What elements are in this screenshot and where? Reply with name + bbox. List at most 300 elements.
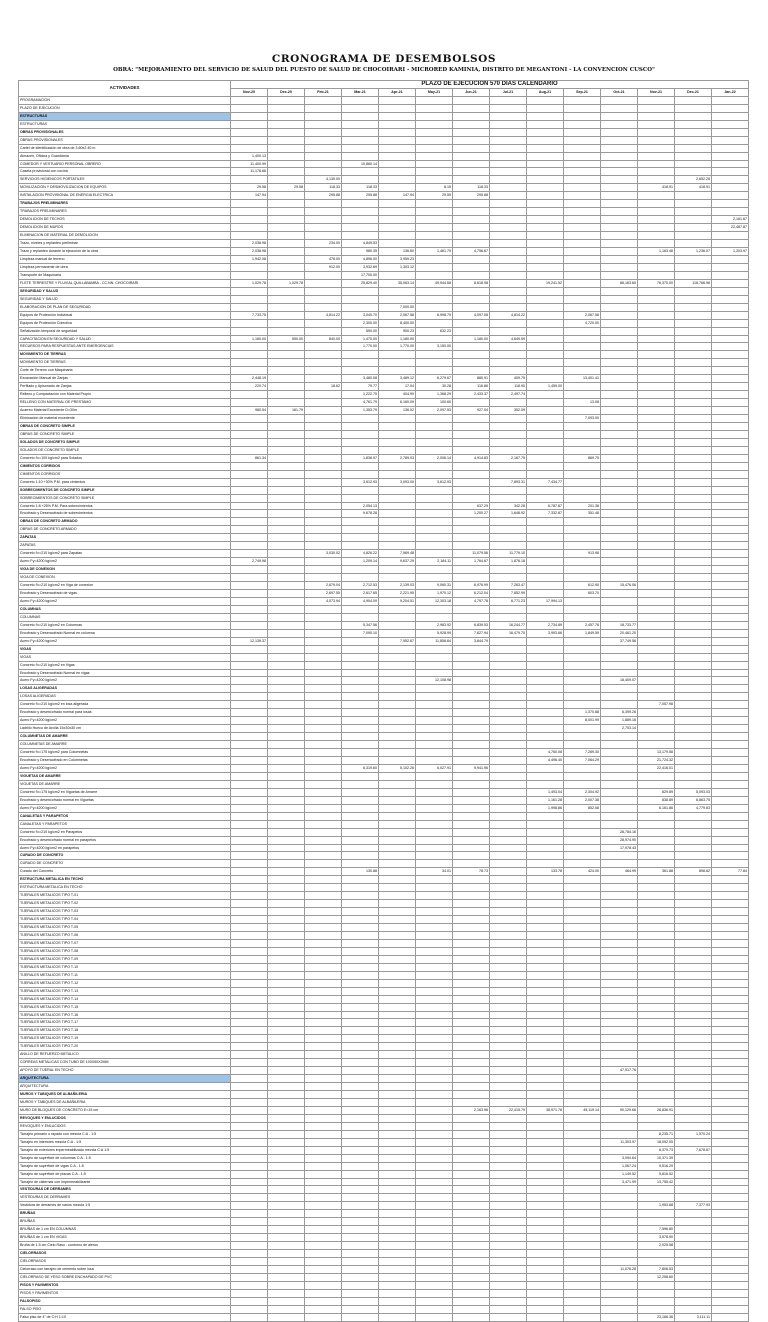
table-row — [19, 335, 749, 343]
table-row — [19, 653, 749, 661]
amount-cell — [416, 319, 453, 327]
amount-cell — [601, 574, 638, 582]
amount-cell — [268, 1178, 305, 1186]
amount-cell — [712, 1218, 749, 1226]
amount-cell: 16,479.70 — [490, 629, 527, 637]
amount-cell — [712, 1242, 749, 1250]
amount-cell — [675, 764, 712, 772]
amount-cell — [305, 852, 342, 860]
amount-cell — [527, 605, 564, 613]
amount-cell — [268, 510, 305, 518]
amount-cell — [564, 1083, 601, 1091]
amount-cell — [416, 542, 453, 550]
amount-cell — [601, 319, 638, 327]
amount-cell — [305, 1146, 342, 1154]
table-row — [19, 343, 749, 351]
amount-cell — [601, 192, 638, 200]
amount-cell — [712, 1035, 749, 1043]
activity-description: MUROS Y TABIQUES DE ALBAÑILERIA — [19, 1091, 231, 1099]
amount-cell — [527, 979, 564, 987]
amount-cell — [675, 590, 712, 598]
amount-cell — [527, 987, 564, 995]
amount-cell — [527, 931, 564, 939]
activity-description: SEGURIDAD Y SALUD — [19, 287, 231, 295]
amount-cell — [675, 574, 712, 582]
amount-cell — [564, 1011, 601, 1019]
amount-cell — [379, 415, 416, 423]
amount-cell — [268, 112, 305, 120]
amount-cell — [490, 176, 527, 184]
table-row — [19, 152, 749, 160]
amount-cell — [712, 701, 749, 709]
amount-cell — [379, 645, 416, 653]
amount-cell — [712, 335, 749, 343]
amount-cell: 6,771.23 — [490, 597, 527, 605]
table-row — [19, 566, 749, 574]
amount-cell — [638, 979, 675, 987]
amount-cell — [379, 96, 416, 104]
amount-cell — [268, 566, 305, 574]
amount-cell — [675, 1027, 712, 1035]
amount-cell — [638, 812, 675, 820]
amount-cell — [305, 892, 342, 900]
amount-cell — [601, 462, 638, 470]
activity-description: DEMOLICION DE MUROS — [19, 224, 231, 232]
amount-cell: 234.00 — [305, 240, 342, 248]
amount-cell — [416, 112, 453, 120]
activity-description: MUROS Y TABIQUES DE ALBAÑILERIA — [19, 1099, 231, 1107]
amount-cell — [527, 1313, 564, 1321]
amount-cell — [638, 1091, 675, 1099]
amount-cell — [453, 526, 490, 534]
table-row — [19, 764, 749, 772]
amount-cell — [564, 574, 601, 582]
amount-cell: 22,487.87 — [712, 224, 749, 232]
amount-cell — [342, 486, 379, 494]
amount-cell — [601, 900, 638, 908]
amount-cell — [379, 1186, 416, 1194]
activity-description: Acarreo Material Excedente D=30m — [19, 407, 231, 415]
amount-cell — [527, 1083, 564, 1091]
amount-cell — [379, 216, 416, 224]
amount-cell — [675, 303, 712, 311]
amount-cell — [675, 152, 712, 160]
amount-cell — [601, 1130, 638, 1138]
amount-cell — [527, 176, 564, 184]
amount-cell — [453, 399, 490, 407]
amount-cell — [453, 1154, 490, 1162]
amount-cell — [342, 1106, 379, 1114]
amount-cell — [675, 112, 712, 120]
amount-cell — [453, 1138, 490, 1146]
amount-cell — [416, 534, 453, 542]
amount-cell — [453, 1266, 490, 1274]
amount-cell — [601, 112, 638, 120]
amount-cell — [305, 534, 342, 542]
amount-cell — [601, 518, 638, 526]
amount-cell — [231, 303, 268, 311]
activity-description: MOVILIZACION Y DESMOVILIZACION DE EQUIPOS — [19, 184, 231, 192]
amount-cell — [305, 828, 342, 836]
amount-cell — [638, 112, 675, 120]
amount-cell — [675, 1091, 712, 1099]
amount-cell — [268, 430, 305, 438]
amount-cell — [453, 1313, 490, 1321]
amount-cell — [601, 733, 638, 741]
table-row — [19, 590, 749, 598]
amount-cell — [416, 725, 453, 733]
amount-cell — [564, 764, 601, 772]
amount-cell — [601, 446, 638, 454]
amount-cell — [564, 1146, 601, 1154]
amount-cell — [453, 168, 490, 176]
amount-cell — [490, 438, 527, 446]
amount-cell — [305, 112, 342, 120]
amount-cell — [453, 1099, 490, 1107]
amount-cell — [342, 176, 379, 184]
amount-cell — [527, 240, 564, 248]
amount-cell — [305, 717, 342, 725]
amount-cell — [379, 1170, 416, 1178]
amount-cell — [712, 1003, 749, 1011]
amount-cell — [490, 399, 527, 407]
table-row — [19, 550, 749, 558]
amount-cell — [268, 796, 305, 804]
table-row — [19, 709, 749, 717]
amount-cell — [268, 454, 305, 462]
amount-cell — [379, 1075, 416, 1083]
amount-cell — [527, 939, 564, 947]
amount-cell — [490, 343, 527, 351]
amount-cell — [416, 1250, 453, 1258]
amount-cell — [342, 1250, 379, 1258]
amount-cell — [564, 120, 601, 128]
activity-description: SOLADOS DE CONCRETO SIMPLE — [19, 446, 231, 454]
amount-cell — [305, 1003, 342, 1011]
amount-cell — [379, 1027, 416, 1035]
activity-description: ARQUITECTURA — [19, 1083, 231, 1091]
amount-cell — [342, 685, 379, 693]
amount-cell — [305, 709, 342, 717]
amount-cell: 464.99 — [601, 868, 638, 876]
activity-description: PISOS Y PAVIMENTOS — [19, 1281, 231, 1289]
amount-cell — [342, 749, 379, 757]
amount-cell — [379, 613, 416, 621]
table-row — [19, 454, 749, 462]
activity-description: FALSO PISO — [19, 1305, 231, 1313]
amount-cell — [379, 1202, 416, 1210]
month-header: Apr-21 — [379, 88, 416, 96]
amount-cell — [379, 1003, 416, 1011]
amount-cell — [305, 900, 342, 908]
amount-cell — [305, 764, 342, 772]
amount-cell — [601, 772, 638, 780]
amount-cell — [305, 1154, 342, 1162]
amount-cell: 136.02 — [379, 407, 416, 415]
amount-cell — [453, 152, 490, 160]
amount-cell — [675, 96, 712, 104]
amount-cell — [675, 478, 712, 486]
amount-cell — [564, 613, 601, 621]
amount-cell — [305, 574, 342, 582]
amount-cell — [527, 359, 564, 367]
amount-cell: 29.58 — [268, 184, 305, 192]
amount-cell — [490, 1099, 527, 1107]
amount-cell — [527, 820, 564, 828]
amount-cell — [416, 271, 453, 279]
activity-description: FALSOPISO — [19, 1297, 231, 1305]
amount-cell — [379, 518, 416, 526]
amount-cell — [231, 1130, 268, 1138]
amount-cell — [527, 900, 564, 908]
amount-cell — [675, 685, 712, 693]
amount-cell — [379, 661, 416, 669]
amount-cell — [231, 391, 268, 399]
amount-cell — [638, 852, 675, 860]
amount-cell — [490, 534, 527, 542]
amount-cell — [527, 438, 564, 446]
amount-cell — [342, 438, 379, 446]
table-row — [19, 279, 749, 287]
amount-cell — [453, 478, 490, 486]
table-row — [19, 1202, 749, 1210]
amount-cell — [638, 876, 675, 884]
activity-description: ELABORACION DE PLAN DE SEGURIDAD — [19, 303, 231, 311]
amount-cell — [305, 526, 342, 534]
amount-cell — [527, 1194, 564, 1202]
amount-cell — [342, 820, 379, 828]
activity-description: CIELORRASO DE YESO SOBRE ENCHAPADO DE PVC — [19, 1273, 231, 1281]
amount-cell — [268, 1202, 305, 1210]
amount-cell — [416, 1258, 453, 1266]
amount-cell — [379, 1178, 416, 1186]
amount-cell: 4,914.83 — [453, 454, 490, 462]
amount-cell — [342, 295, 379, 303]
amount-cell — [379, 486, 416, 494]
amount-cell — [416, 1305, 453, 1313]
amount-cell: 9,204.51 — [379, 597, 416, 605]
amount-cell — [379, 772, 416, 780]
amount-cell — [490, 924, 527, 932]
amount-cell — [712, 311, 749, 319]
amount-cell — [490, 669, 527, 677]
amount-cell — [490, 248, 527, 256]
amount-cell: 147.94 — [379, 192, 416, 200]
amount-cell — [342, 136, 379, 144]
amount-cell — [712, 1273, 749, 1281]
amount-cell — [305, 104, 342, 112]
amount-cell — [712, 637, 749, 645]
amount-cell — [712, 486, 749, 494]
amount-cell — [268, 955, 305, 963]
amount-cell — [712, 1051, 749, 1059]
amount-cell — [231, 1051, 268, 1059]
amount-cell — [638, 566, 675, 574]
table-row — [19, 1019, 749, 1027]
amount-cell — [564, 104, 601, 112]
amount-cell — [712, 1281, 749, 1289]
amount-cell — [564, 486, 601, 494]
table-row — [19, 812, 749, 820]
table-row — [19, 613, 749, 621]
amount-cell: 351.48 — [564, 510, 601, 518]
amount-cell — [638, 860, 675, 868]
amount-cell — [527, 494, 564, 502]
amount-cell — [638, 1099, 675, 1107]
amount-cell — [342, 733, 379, 741]
amount-cell — [712, 494, 749, 502]
amount-cell — [564, 860, 601, 868]
amount-cell — [712, 1106, 749, 1114]
amount-cell — [675, 1242, 712, 1250]
amount-cell — [305, 96, 342, 104]
amount-cell — [601, 653, 638, 661]
amount-cell — [564, 1202, 601, 1210]
amount-cell — [601, 685, 638, 693]
table-row — [19, 645, 749, 653]
activity-description: Concreto 1:8 +25% P.M. Para sobrecimientos — [19, 502, 231, 510]
amount-cell — [490, 168, 527, 176]
amount-cell — [601, 955, 638, 963]
amount-cell — [601, 128, 638, 136]
activity-description: Tarrajeo primario o rayado con mezcla C:A - 1:5 — [19, 1130, 231, 1138]
activity-description: VIGUETAS DE AMARRE — [19, 780, 231, 788]
amount-cell — [527, 96, 564, 104]
amount-cell — [416, 526, 453, 534]
activity-description: VESTIDURAS DE DERRAMES — [19, 1186, 231, 1194]
amount-cell — [712, 653, 749, 661]
amount-cell — [564, 152, 601, 160]
amount-cell — [416, 1194, 453, 1202]
amount-cell — [268, 391, 305, 399]
amount-cell — [527, 613, 564, 621]
activity-description: Perfilado y Apisonado de Zanjas — [19, 383, 231, 391]
amount-cell: 3,480.08 — [342, 375, 379, 383]
amount-cell — [379, 566, 416, 574]
amount-cell — [564, 335, 601, 343]
table-row — [19, 939, 749, 947]
activity-description: LOSAS ALIGERADAS — [19, 693, 231, 701]
amount-cell — [453, 224, 490, 232]
amount-cell — [416, 1242, 453, 1250]
amount-cell — [379, 924, 416, 932]
amount-cell — [527, 1099, 564, 1107]
amount-cell — [712, 303, 749, 311]
amount-cell — [305, 1138, 342, 1146]
amount-cell — [379, 749, 416, 757]
amount-cell: 603.70 — [564, 590, 601, 598]
amount-cell — [305, 478, 342, 486]
amount-cell — [268, 502, 305, 510]
amount-cell — [268, 96, 305, 104]
amount-cell — [564, 931, 601, 939]
activity-description: ESTRUCTURA METALICA EN TECHO — [19, 884, 231, 892]
amount-cell — [527, 566, 564, 574]
amount-cell — [712, 295, 749, 303]
amount-cell — [601, 1003, 638, 1011]
amount-cell: 5,093.03 — [675, 788, 712, 796]
amount-cell — [564, 240, 601, 248]
amount-cell — [675, 1122, 712, 1130]
amount-cell — [712, 200, 749, 208]
amount-cell — [231, 136, 268, 144]
amount-cell — [268, 1313, 305, 1321]
amount-cell — [527, 1186, 564, 1194]
amount-cell — [564, 1266, 601, 1274]
amount-cell: 11,178.66 — [231, 168, 268, 176]
amount-cell: 118,766.98 — [675, 279, 712, 287]
amount-cell: 5,347.56 — [342, 621, 379, 629]
amount-cell — [416, 900, 453, 908]
amount-cell — [305, 1114, 342, 1122]
amount-cell — [564, 605, 601, 613]
amount-cell: 38,971.78 — [527, 1106, 564, 1114]
amount-cell — [453, 112, 490, 120]
amount-cell — [527, 733, 564, 741]
amount-cell — [490, 868, 527, 876]
amount-cell — [490, 1035, 527, 1043]
amount-cell — [231, 955, 268, 963]
amount-cell — [379, 1154, 416, 1162]
activity-description: ESTRUCTURAS — [19, 112, 231, 120]
amount-cell — [712, 478, 749, 486]
amount-cell — [527, 1003, 564, 1011]
amount-cell — [268, 1011, 305, 1019]
amount-cell — [231, 924, 268, 932]
amount-cell — [490, 287, 527, 295]
amount-cell — [268, 1130, 305, 1138]
amount-cell — [342, 995, 379, 1003]
activity-description: Concreto 1:10 +30% P.M. para cimientos — [19, 478, 231, 486]
amount-cell: 49,944.68 — [416, 279, 453, 287]
activity-description: TIJERALES METALICOS TIPO T-11 — [19, 971, 231, 979]
amount-cell — [490, 486, 527, 494]
amount-cell — [453, 1273, 490, 1281]
amount-cell — [527, 271, 564, 279]
amount-cell: 7,090.10 — [342, 629, 379, 637]
amount-cell — [712, 1194, 749, 1202]
amount-cell: 3,093.00 — [379, 478, 416, 486]
amount-cell: 295.88 — [305, 192, 342, 200]
amount-cell — [453, 1067, 490, 1075]
amount-cell — [490, 852, 527, 860]
amount-cell — [675, 971, 712, 979]
activity-description: Encofrado y desencofrado normal para losas — [19, 709, 231, 717]
amount-cell — [712, 1313, 749, 1321]
amount-cell — [638, 613, 675, 621]
amount-cell — [453, 216, 490, 224]
activity-description: TIJERALES METALICOS TIPO T-19 — [19, 1035, 231, 1043]
amount-cell — [231, 430, 268, 438]
amount-cell — [453, 971, 490, 979]
amount-cell — [379, 741, 416, 749]
table-row — [19, 200, 749, 208]
amount-cell — [527, 104, 564, 112]
amount-cell — [675, 1059, 712, 1067]
amount-cell — [268, 319, 305, 327]
amount-cell — [712, 534, 749, 542]
amount-cell — [305, 375, 342, 383]
amount-cell — [453, 1186, 490, 1194]
amount-cell — [490, 1027, 527, 1035]
amount-cell — [527, 836, 564, 844]
amount-cell — [490, 1273, 527, 1281]
amount-cell — [453, 709, 490, 717]
amount-cell — [712, 383, 749, 391]
amount-cell — [638, 438, 675, 446]
amount-cell — [490, 725, 527, 733]
amount-cell — [379, 701, 416, 709]
